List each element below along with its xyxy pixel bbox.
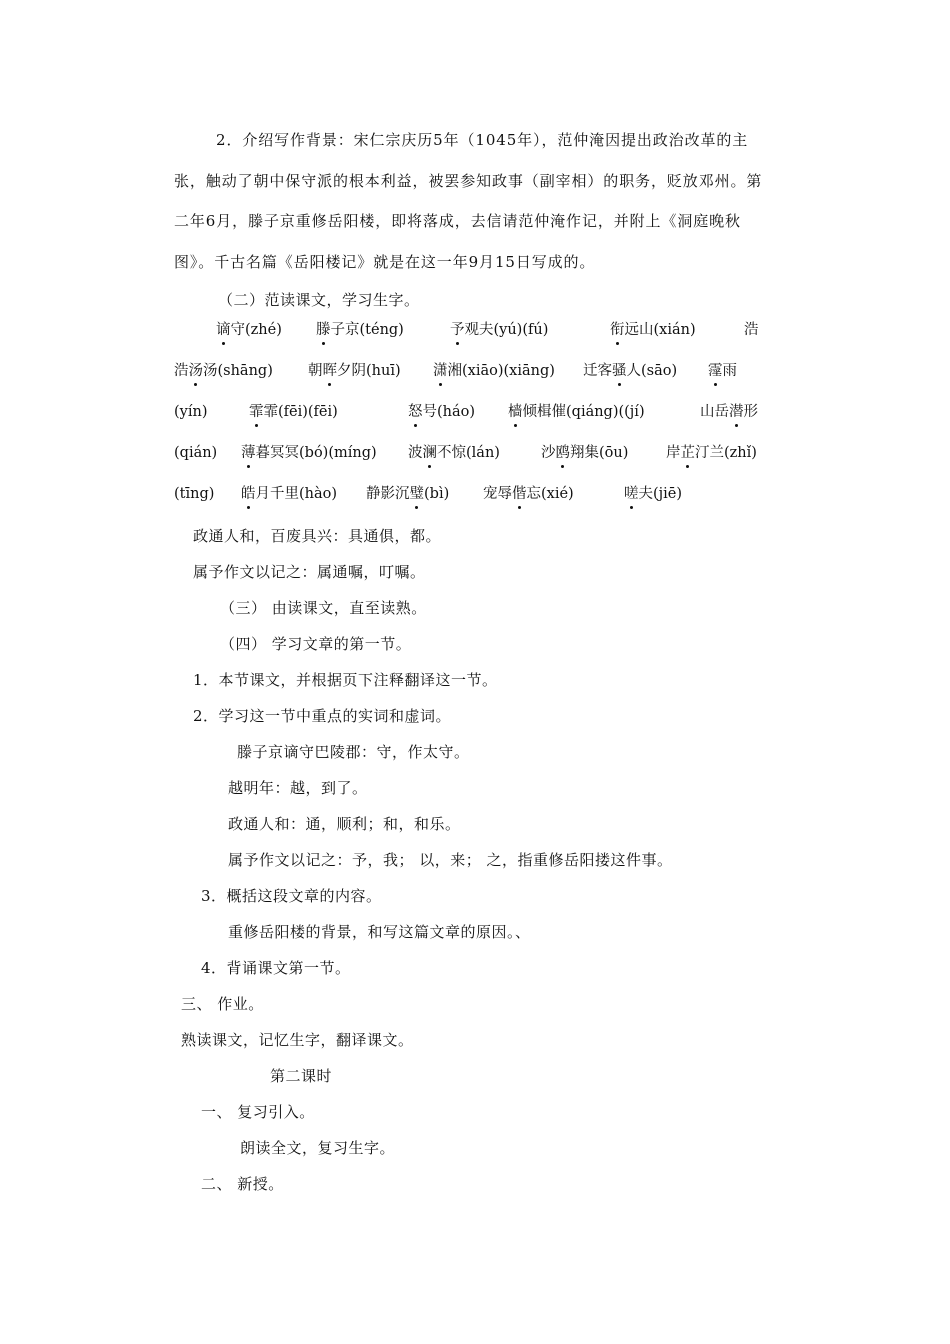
section-heading: 三、 作业。: [181, 995, 264, 1013]
vocab-item: 波澜不惊(lán): [408, 445, 500, 461]
note-line: 政通人和：通，顺利；和，和乐。: [228, 815, 461, 833]
vocab-item: 岸芷汀兰(zhǐ): [666, 445, 757, 461]
vocab-item: (qián): [174, 445, 218, 461]
note-line: 朗读全文，复习生字。: [240, 1139, 396, 1157]
note-line: 滕子京谪守巴陵郡：守，作太守。: [237, 743, 470, 761]
vocab-item: 樯倾楫催(qiáng)((jí): [508, 404, 645, 420]
vocab-item: 宠辱偕忘(xié): [483, 486, 574, 502]
list-item: 3．概括这段文章的内容。: [201, 887, 382, 905]
vocab-item: 静影沉璧(bì): [366, 486, 450, 502]
vocab-item: (tīng): [174, 486, 215, 502]
vocab-item: (yín): [174, 404, 208, 420]
note-line: 政通人和，百废具兴：具通俱，都。: [193, 527, 442, 545]
vocab-item: 怒号(háo): [408, 404, 476, 420]
vocab-item: 迁客骚人(sāo): [583, 363, 678, 379]
list-item: 2．学习这一节中重点的实词和虚词。: [193, 707, 452, 725]
vocab-item: 谪守(zhé): [216, 322, 282, 338]
note-line: 属予作文以记之：属通嘱，叮嘱。: [193, 563, 426, 581]
vocab-item: 浩: [744, 322, 759, 338]
note-line: 越明年：越，到了。: [228, 779, 368, 797]
vocab-item: 薄暮冥冥(bó)(míng): [241, 445, 377, 461]
vocab-item: 沙鸥翔集(ōu): [541, 445, 629, 461]
background-paragraph: [174, 120, 778, 282]
lesson-title: 第二课时: [270, 1067, 333, 1085]
vocab-item: 衔远山(xián): [610, 322, 696, 338]
vocab-item: 滕子京(téng): [316, 322, 404, 338]
note-line: 重修岳阳楼的背景，和写这篇文章的原因。、: [228, 923, 531, 941]
vocab-item: 霪雨: [708, 363, 737, 379]
list-item: 4．背诵课文第一节。: [201, 959, 351, 977]
section-heading: 二、 新授。: [201, 1175, 284, 1193]
section-3-heading: （三） 由读课文，直至读熟。: [220, 599, 427, 617]
note-line: 属予作文以记之：予，我； 以，来； 之，指重修岳阳搂这件事。: [228, 851, 673, 869]
vocab-item: 嗟夫(jiē): [624, 486, 683, 502]
vocab-item: 予观夫(yú)(fú): [450, 322, 549, 338]
section-heading: 一、 复习引入。: [201, 1103, 315, 1121]
homework-text: 熟读课文，记忆生字，翻译课文。: [181, 1031, 414, 1049]
section-4-heading: （四） 学习文章的第一节。: [220, 635, 412, 653]
background-paragraph-text: 2．介绍写作背景：宋仁宗庆历5年（1045年），范仲淹因提出政治改革的主张，触动了朝中保守派的根本利益，被罢参知政事（副宰相）的职务，贬放邓州。第二年6月，滕子京重修岳阳楼，即将落成，去信请范仲淹作记，并附上《洞庭晚秋图》。千古名篇《岳阳楼记》就是在这一年9月15日写成的。: [174, 131, 763, 271]
vocab-item: 朝晖夕阴(huī): [308, 363, 401, 379]
vocab-item: 浩汤汤(shāng): [174, 363, 273, 379]
list-item: 1．本节课文，并根据页下注释翻译这一节。: [193, 671, 498, 689]
vocab-item: 潇湘(xiāo)(xiāng): [433, 363, 555, 379]
vocab-item: 霏霏(fēi)(fēi): [249, 404, 338, 420]
vocab-item: 山岳潜形: [700, 404, 758, 420]
vocab-item: 皓月千里(hào): [241, 486, 338, 502]
section-2-heading: （二）范读课文，学习生字。: [218, 291, 420, 309]
